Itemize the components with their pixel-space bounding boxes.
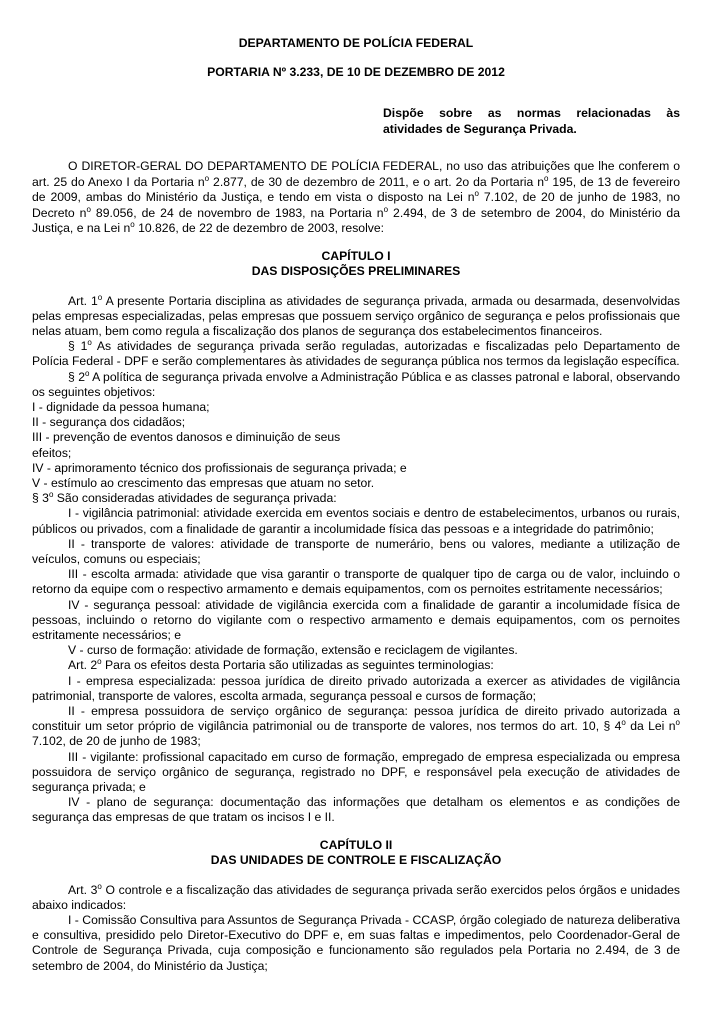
chapter-2-heading: [32, 838, 680, 869]
article-1-paragraph-2: § 2$^o$ A política de segurança privada envolve a Administração Pública e as classes patronal e laboral, observando os seguintes objetivos:: [32, 368, 680, 399]
article-3: Art. 3$^o$ O controle e a fiscalização das atividades de segurança privada serão exercidos pelos órgãos e unidades abaixo indicados:: [32, 881, 681, 912]
ordinance-title: PORTARIA Nº 3.233, DE 10 DE DEZEMBRO DE 2012: [207, 65, 505, 79]
ementa: Dispõe sobre as normas relacionadas às atividades de Segurança Privada.: [383, 106, 680, 136]
term-item: I - empresa especializada: pessoa jurídica de direito privado autorizada a exercer as atividades de vigilância patrimonial, transporte de valores, escolta armada, segurança pessoal e cursos de formação;: [32, 673, 680, 703]
article-1-paragraph-3: § 3$^o$ São consideradas atividades de segurança privada:: [32, 490, 337, 506]
article-1: Art. 1$^o$ A presente Portaria disciplina as atividades de segurança privada, armada ou desarmada, desenvolvidas pelas empresas especializadas, pelas empresas que possuem serviço orgânico de segurança e pelos profissionais que nelas atuam, bem como regula a fiscalização dos planos de segurança dos estabelecimentos financeiros.: [32, 292, 681, 338]
objective-item: V - estímulo ao crescimento das empresas que atuam no setor.: [32, 475, 375, 490]
term-item: III - vigilante: profissional capacitado em curso de formação, empregado de empresa especializada ou empresa possuidora de serviço orgânico de segurança, registrado no DPF, e responsável pela execução de atividades de segurança privada; e: [32, 749, 680, 794]
chapter-1-heading: [32, 249, 680, 280]
objective-item: II - segurança dos cidadãos;: [32, 415, 186, 430]
activity-item: III - escolta armada: atividade que visa garantir o transporte de qualquer tipo de carga ou de valor, incluindo o retorno da equipe com o respectivo armamento e demais equipamentos, com os pernoites estritamente necessários;: [32, 567, 680, 597]
article-1-paragraph-1: § 1$^o$ As atividades de segurança privada serão reguladas, autorizadas e fiscalizadas pelo Departamento de Polícia Federal - DPF e serão complementares às atividades de segurança pública nos termos da legislação específica.: [32, 338, 680, 369]
term-item: IV - plano de segurança: documentação das informações que detalham os elementos e as condições de segurança das empresas de que tratam os incisos I e II.: [32, 795, 680, 825]
objective-item: III - prevenção de eventos danosos e diminuição de seus: [32, 430, 341, 445]
activity-item: V - curso de formação: atividade de formação, extensão e reciclagem de vigilantes.: [68, 643, 518, 658]
objective-item: efeitos;: [32, 445, 72, 460]
chapter-2-title: CAPÍTULO II: [319, 837, 393, 852]
department-heading: DEPARTAMENTO DE POLÍCIA FEDERAL: [238, 36, 474, 50]
activity-item: I - vigilância patrimonial: atividade exercida em eventos sociais e dentro de estabelecimentos, urbanos ou rurais, públicos ou privados, com a finalidade de garantir a incolumidade física das pessoas e a integridade do patrimônio;: [32, 506, 680, 536]
objective-item: IV - aprimoramento técnico dos profissionais de segurança privada; e: [32, 460, 407, 475]
chapter-2-subtitle: DAS UNIDADES DE CONTROLE E FISCALIZAÇÃO: [210, 853, 502, 868]
chapter-1-subtitle: DAS DISPOSIÇÕES PRELIMINARES: [251, 264, 461, 278]
activity-item: II - transporte de valores: atividade de transporte de numerário, bens ou valores, mediante a utilização de veículos, comuns ou especiais;: [32, 536, 680, 566]
activity-item: IV - segurança pessoal: atividade de vigilância exercida com a finalidade de garantir a incolumidade física de pessoas, incluindo o retorno do vigilante com o respectivo armamento e demais equipamentos, com os pernoites estritamente necessários; e: [32, 597, 680, 642]
term-item: II - empresa possuidora de serviço orgânico de segurança: pessoa jurídica de direito privado autorizada a constituir um setor próprio de vigilância patrimonial ou de transporte de valores, nos termos do art. 10, § 4$^o$ da Lei $n^o$ 7.102, de 20 de junho de 1983;: [32, 703, 680, 749]
chapter-1-title: CAPÍTULO I: [321, 248, 391, 263]
objective-item: I - dignidade da pessoa humana;: [32, 399, 210, 414]
article-2: Art. 2$^o$ Para os efeitos desta Portaria são utilizadas as seguintes terminologias:: [68, 657, 494, 673]
unit-item: I - Comissão Consultiva para Assuntos de Segurança Privada - CCASP, órgão colegiado de natureza deliberativa e consultiva, presidido pelo Diretor-Executivo do DPF e, em suas faltas e impedimentos, pelo Coordenador-Geral de Controle de Segurança Privada, cuja composição e funcionamento são regulados pela Portaria no 2.494, de 3 de setembro de 2004, do Ministério da Justiça;: [32, 913, 680, 973]
document-body: [32, 30, 680, 974]
preamble: O DIRETOR-GERAL DO DEPARTAMENTO DE POLÍCIA FEDERAL, no uso das atribuições que lhe conferem o art. 25 do Anexo I da Portaria $n^o$ 2.877, de 30 de dezembro de 2011, e o art. 2o da Portaria $n^o$ 195, de 13 de fevereiro de 2009, ambas do Ministério da Justiça, e tendo em vista o disposto na Lei $n^o$ 7.102, de 20 de junho de 1983, no Decreto $n^o$ 89.056, de 24 de novembro de 1983, na Portaria $n^o$ 2.494, de 3 de setembro de 2004, do Ministério da Justiça, e na Lei $n^o$ 10.826, de 22 de dezembro de 2003, resolve:: [32, 159, 680, 235]
